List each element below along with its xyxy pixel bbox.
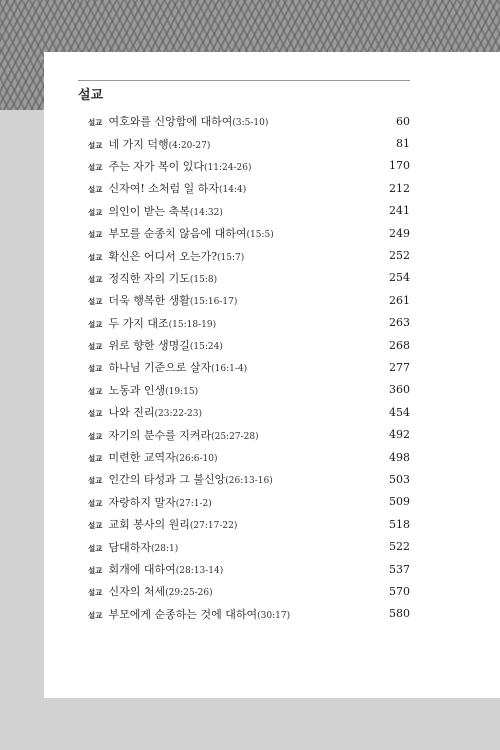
toc-entry — [88, 222, 410, 244]
toc-entry-page: 249 — [389, 226, 410, 240]
toc-entry-title: 부모에게 순종하는 것에 대하여 — [108, 607, 258, 621]
toc-entry-page: 454 — [389, 405, 410, 419]
toc-entry-label — [88, 292, 237, 308]
toc-entry-ref: (15:8) — [189, 274, 218, 285]
sermon-tag: 설교 — [88, 386, 103, 396]
toc-entry-page: 212 — [389, 181, 410, 195]
toc-entry — [88, 580, 410, 602]
section-title: 설교 — [78, 88, 104, 103]
toc-entry — [88, 312, 410, 334]
toc-entry — [88, 200, 410, 222]
sermon-tag: 설교 — [88, 140, 103, 150]
toc-entry-page: 503 — [389, 472, 410, 486]
sermon-tag: 설교 — [88, 185, 103, 195]
toc-entry-title: 자랑하지 말자 — [108, 495, 176, 509]
toc-entry-page: 360 — [389, 383, 410, 397]
sermon-tag: 설교 — [88, 588, 103, 598]
sermon-tag: 설교 — [88, 274, 103, 284]
toc-entry-label — [88, 494, 212, 510]
toc-entry-label — [88, 203, 223, 219]
toc-entry-title: 교회 봉사의 원리 — [108, 518, 190, 532]
toc-entry-title: 더욱 행복한 생활 — [108, 294, 190, 308]
toc-entry-title: 의인이 받는 축복 — [108, 204, 190, 218]
toc-entry-label — [88, 516, 237, 532]
toc-entry-label — [88, 337, 223, 353]
sermon-tag: 설교 — [88, 207, 103, 217]
toc-entry — [88, 401, 410, 423]
sermon-tag: 설교 — [88, 162, 103, 172]
toc-entry-title: 노동과 인생 — [108, 383, 166, 397]
toc-entry-label — [88, 315, 216, 331]
sermon-tag: 설교 — [88, 431, 103, 441]
sermon-tag: 설교 — [88, 498, 103, 508]
toc-entry — [88, 468, 410, 490]
sermon-tag: 설교 — [88, 521, 103, 531]
toc-entry-label — [88, 113, 268, 129]
toc-entry-page: 252 — [389, 249, 410, 263]
toc-entry-page: 268 — [389, 338, 410, 352]
toc-entry-title: 주는 자가 복이 있다 — [108, 159, 204, 173]
toc-entry-label — [88, 158, 251, 174]
sermon-tag: 설교 — [88, 252, 103, 262]
toc-entry-label — [88, 270, 217, 286]
toc-entry-page: 522 — [389, 540, 410, 554]
sermon-tag: 설교 — [88, 342, 103, 352]
toc-entry — [88, 244, 410, 266]
toc-entry-title: 위로 향한 생명길 — [108, 339, 190, 353]
toc-entry-page: 263 — [389, 316, 410, 330]
toc-entry-ref: (19:15) — [165, 386, 199, 397]
sermon-tag: 설교 — [88, 364, 103, 374]
toc-entry-ref: (3:5-10) — [232, 118, 269, 129]
toc-entry — [88, 446, 410, 468]
toc-entry — [88, 535, 410, 557]
toc-entry-label — [88, 180, 246, 196]
toc-entry-page: 537 — [389, 562, 410, 576]
toc-entry-title: 확신은 어디서 오는가? — [108, 249, 218, 263]
toc-entry-ref: (25:27-28) — [211, 431, 259, 442]
book-page — [44, 52, 500, 698]
toc-entry-title: 네 가지 덕행 — [108, 137, 169, 151]
toc-entry-ref: (28:1) — [151, 543, 179, 554]
toc-entry-ref: (14:32) — [189, 207, 223, 218]
toc-entry-ref: (15:24) — [189, 342, 223, 353]
toc-entry-page: 498 — [389, 450, 410, 464]
toc-entry-label — [88, 449, 218, 465]
toc-entry-label — [88, 471, 273, 487]
sermon-tag: 설교 — [88, 297, 103, 307]
toc-entry — [88, 289, 410, 311]
toc-entry-page: 254 — [389, 271, 410, 285]
toc-entry-label — [88, 404, 202, 420]
toc-entry-ref: (26:13-16) — [225, 476, 273, 487]
sermon-tag: 설교 — [88, 610, 103, 620]
toc-entry-label — [88, 561, 223, 577]
toc-entry-page: 170 — [389, 159, 410, 173]
toc-entry — [88, 423, 410, 445]
toc-entry — [88, 267, 410, 289]
sermon-tag: 설교 — [88, 566, 103, 575]
sermon-tag: 설교 — [88, 230, 103, 240]
toc-entry-page: 518 — [389, 517, 410, 531]
toc-entry — [88, 379, 410, 401]
toc-entry-page: 277 — [389, 360, 410, 374]
toc-entry-label — [88, 427, 259, 443]
toc-entry-label — [88, 606, 290, 622]
toc-entry-title: 신자의 처세 — [108, 585, 166, 599]
toc-entry-page: 580 — [389, 607, 410, 621]
toc-entry-ref: (23:22-23) — [154, 409, 202, 420]
toc-entry-ref: (27:1-2) — [175, 498, 212, 509]
toc-entry-title: 부모를 순종치 않음에 대하여 — [108, 227, 247, 241]
toc-entry-label — [88, 248, 244, 264]
toc-entry — [88, 334, 410, 356]
toc-entry-ref: (30:17) — [257, 610, 291, 621]
toc-entry-page: 60 — [396, 114, 410, 128]
toc-entry-label — [88, 225, 274, 241]
toc-entry-title: 미련한 교역자 — [108, 451, 176, 465]
toc-entry — [88, 132, 410, 154]
toc-entry-ref: (11:24-26) — [204, 162, 252, 173]
toc-entry — [88, 177, 410, 199]
toc-entry-ref: (15:5) — [246, 230, 274, 241]
sermon-tag: 설교 — [88, 476, 103, 486]
toc-entry-title: 회개에 대하여 — [108, 563, 176, 576]
toc-entry-ref: (14:4) — [219, 185, 247, 196]
toc-entry — [88, 603, 410, 625]
toc-entry-ref: (16:1-4) — [211, 364, 248, 375]
toc-entry-ref: (15:18-19) — [168, 319, 217, 330]
toc-entry-title: 인간의 타성과 그 불신앙 — [108, 473, 226, 487]
toc-entry-title: 여호와를 신앙함에 대하여 — [108, 115, 233, 129]
toc-entry-ref: (15:7) — [217, 252, 245, 263]
toc-entry-page: 261 — [389, 293, 410, 307]
toc-entry-ref: (27:17-22) — [189, 521, 238, 532]
toc-entry-page: 81 — [396, 137, 410, 151]
toc-entry-label — [88, 539, 178, 555]
toc-entry-label — [88, 583, 213, 599]
toc-entry-title: 두 가지 대조 — [108, 316, 169, 330]
toc-entry-page: 241 — [389, 204, 410, 218]
toc-entry-page: 492 — [389, 428, 410, 442]
toc-entry-ref: (26:6-10) — [175, 454, 218, 465]
toc-entry-label — [88, 382, 198, 398]
sermon-tag: 설교 — [88, 543, 103, 553]
toc-entry — [88, 155, 410, 177]
toc-entry-title: 하나님 기준으로 살자 — [108, 361, 212, 375]
toc-entry-ref: (28:13-14) — [175, 566, 224, 576]
toc-entry-ref: (29:25-26) — [165, 588, 213, 599]
toc-entry-title: 나와 진리 — [108, 406, 155, 420]
header-rule — [78, 80, 410, 81]
toc-entry — [88, 558, 410, 580]
toc-entry-title: 담대하자 — [108, 540, 152, 554]
toc-entry — [88, 513, 410, 535]
sermon-tag: 설교 — [88, 409, 103, 419]
toc-entry-ref: (4:20-27) — [168, 140, 211, 151]
toc-entry-label — [88, 136, 210, 152]
sermon-tag: 설교 — [88, 118, 103, 128]
toc-entry-page: 509 — [389, 495, 410, 509]
toc-entry — [88, 491, 410, 513]
toc-entry-title: 자기의 분수를 지켜라 — [108, 428, 212, 442]
toc-entry — [88, 356, 410, 378]
toc-entry — [88, 110, 410, 132]
sermon-tag: 설교 — [88, 319, 103, 329]
toc-entry-title: 신자여! 소처럼 일 하자 — [108, 182, 220, 196]
toc-entry-label — [88, 359, 247, 375]
toc-entry-ref: (15:16-17) — [189, 297, 238, 308]
sermon-tag: 설교 — [88, 454, 103, 464]
toc-entry-page: 570 — [389, 584, 410, 598]
table-of-contents — [88, 110, 410, 625]
toc-entry-title: 정직한 자의 기도 — [108, 271, 190, 285]
